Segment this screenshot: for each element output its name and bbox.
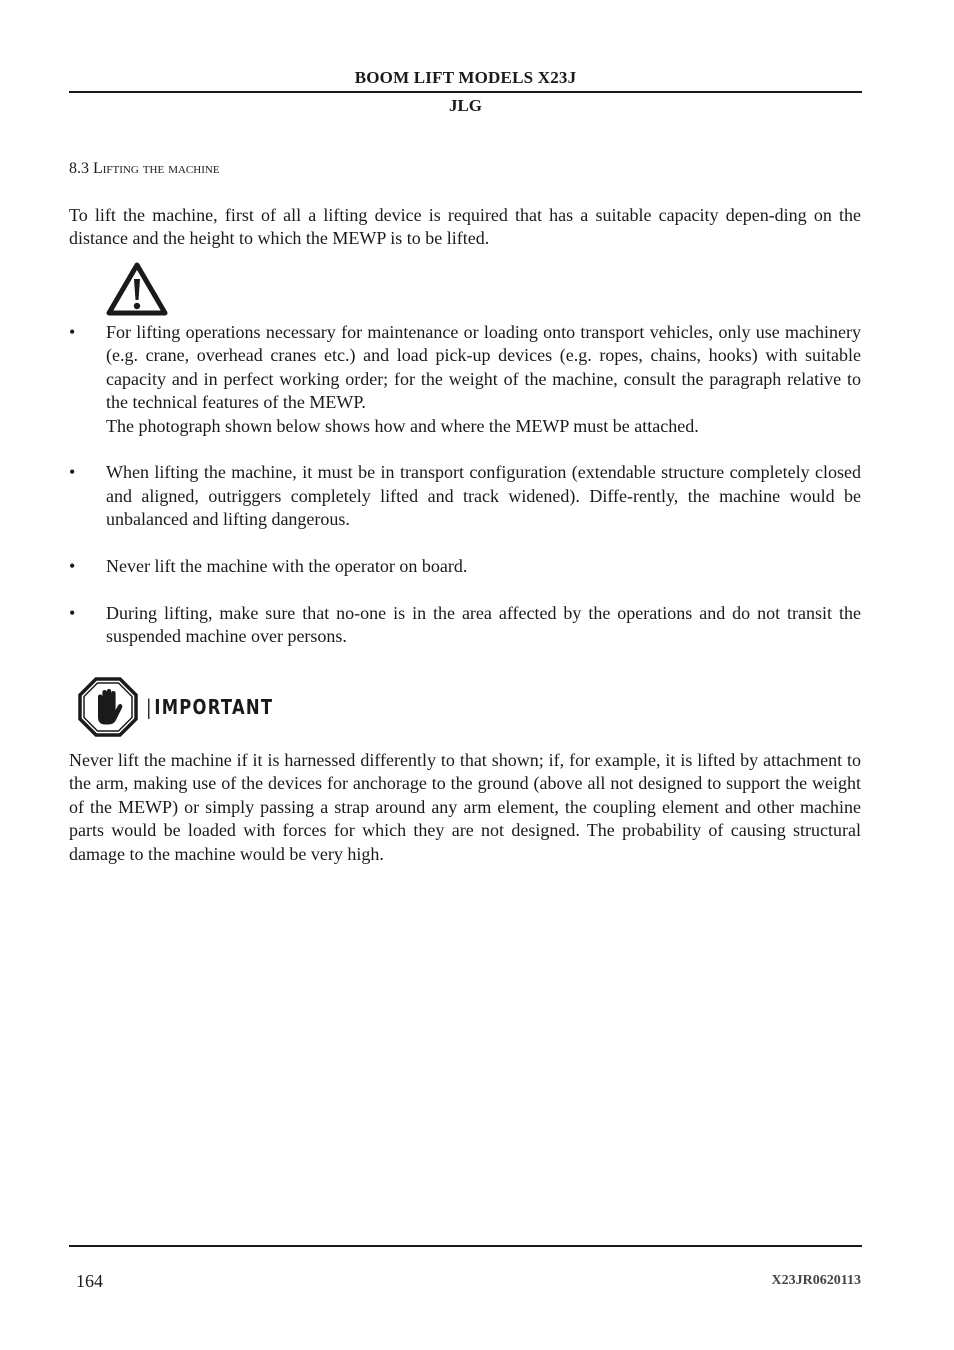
list-item [69, 555, 861, 578]
warning-bullet-list [69, 321, 861, 649]
important-bar: | [146, 695, 153, 719]
bullet-marker: • [69, 322, 76, 342]
header-model-title: BOOM LIFT MODELS X23J [354, 68, 577, 87]
page-number: 164 [76, 1271, 103, 1291]
bullet-text: During lifting, make sure that no-one is in the area affected by the operations and do not transit the suspended machine over persons. [106, 602, 861, 647]
header-brand: JLG [448, 96, 483, 115]
list-item [69, 602, 861, 649]
warning-triangle-icon [106, 262, 168, 316]
list-item [69, 321, 861, 438]
bullet-marker: • [69, 462, 76, 483]
document-code: X23JR0620113 [771, 1273, 861, 1288]
important-paragraph: Never lift the machine if it is harnessed differently to that shown; if, for example, it is lifted by attachment to the arm, making use of the devices for anchorage to the ground (above all not designed to support the weight of the MEWP) or simply passing a strap around any arm element, the coupling element and other machine parts would be loaded with forces for which they are not designed. The probability of causing structural damage to the machine would be very high. [69, 750, 861, 864]
important-text-label: IMPORTANT [154, 695, 274, 719]
important-label [146, 695, 273, 719]
bullet-text: When lifting the machine, it must be in transport configuration (extendable structure completely closed and aligned, outriggers completely lifted and track widened). Diffe-rently, the machine would be unbalanced and lifting dangerous. [106, 462, 861, 530]
intro-paragraph: To lift the machine, first of all a lifting device is required that has a suitable capacity depen-ding on the distance and the height to which the MEWP is to be lifted. [69, 205, 861, 249]
bullet-marker: • [69, 602, 76, 623]
bullet-text: For lifting operations necessary for maintenance or loading onto transport vehicles, only use machinery (e.g. crane, overhead cranes etc.) and load pick-up devices (e.g. ropes, chains, hooks) with suitable capacity and in perfect working order; for the weight of the machine, consult the paragraph relative to the technical features of the MEWP. [106, 322, 861, 413]
bullet-text: Never lift the machine with the operator on board. [106, 556, 468, 577]
stop-hand-icon [78, 677, 138, 737]
bullet-extra-text: The photograph shown below shows how and where the MEWP must be attached. [106, 415, 699, 436]
bullet-marker: • [69, 556, 76, 577]
section-title: 8.3 Lifting the machine [69, 160, 220, 177]
list-item [69, 461, 861, 531]
header-rule [69, 91, 862, 93]
footer-rule [69, 1245, 862, 1247]
